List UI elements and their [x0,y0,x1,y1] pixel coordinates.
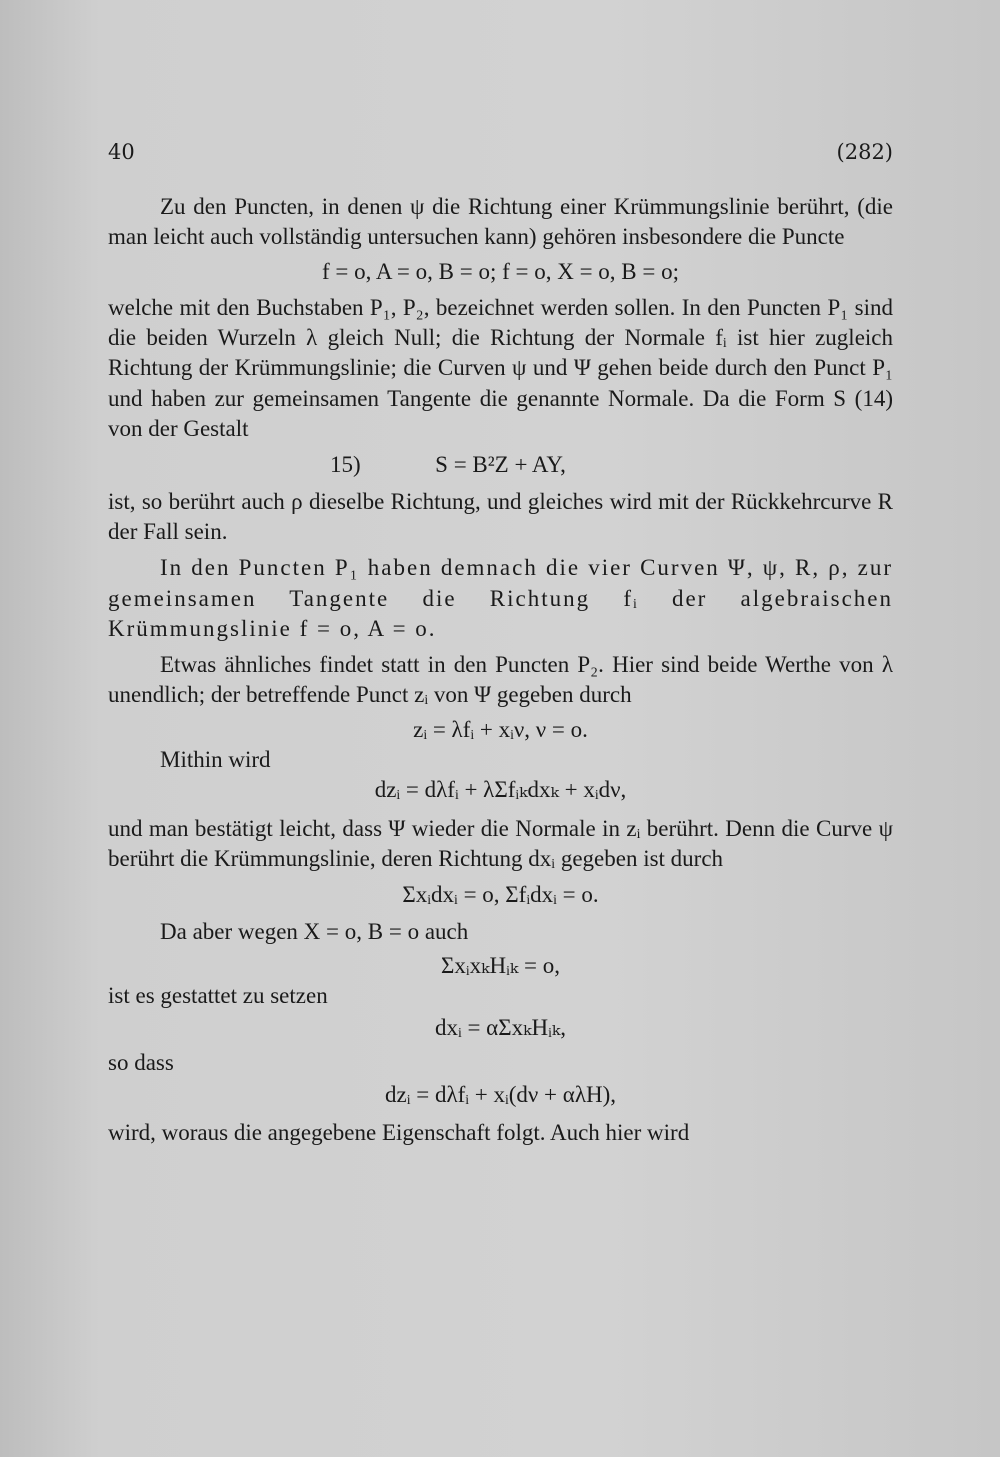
equation-4: dzᵢ = dλfᵢ + λΣfᵢₖdxₖ + xᵢdν, [374,777,627,803]
page-number-left: 40 [108,140,135,164]
paragraph-8: wird, woraus die angegebene Eigenschaft folgt. Auch hier wird [108,1120,690,1146]
page-number-right: (282) [836,140,893,164]
equation-1: f = o, A = o, B = o; f = o, X = o, B = o; [321,258,680,284]
equation-5: Σxᵢdxᵢ = o, Σfᵢdxᵢ = o. [402,882,599,908]
text-mithin-wird: Mithin wird [160,747,271,773]
equation-3: zᵢ = λfᵢ + xᵢν, ν = o. [413,716,588,742]
paragraph-1: Zu den Puncten, in denen ψ die Richtung einer Krümmungslinie berührt, (die man leicht auch vollständig untersuchen kann) gehören insbesondere die Puncte [108,194,893,250]
text-ist-es-gestattet: ist es gestattet zu setzen [108,983,328,1009]
paragraph-2: welche mit den Buchstaben P₁, P₂, bezeichnet werden sollen. In den Puncten P₁ sind die beiden Wurzeln λ gleich Null; die Richtung der Normale fᵢ ist hier zugleich Richtung der Krümmungslinie; die Curven ψ und Ψ gehen beide durch den Punct P₁ und haben zur gemeinsamen Tangente die genannte Normale. Da die Form S (14) von der Gestalt [108,294,893,442]
equation-15 [108,450,893,480]
page-body [108,192,893,1149]
paragraph-4: In den Puncten P₁ haben demnach die vier Curven Ψ, ψ, R, ρ, zur gemeinsamen Tangente die Richtung fᵢ der algebraischen Krümmungslinie f = o, A = o. [108,555,893,641]
paragraph-5: Etwas ähnliches findet statt in den Puncten P₂. Hier sind beide Werthe von λ unendlich; der betreffende Punct zᵢ von Ψ gegeben durch [108,652,893,708]
equation-number: 15) [330,452,361,478]
paragraph-7: Da aber wegen X = o, B = o auch [160,918,469,944]
equation-15-body: S = B²Z + AY, [435,452,566,478]
equation-8: dzᵢ = dλfᵢ + xᵢ(dν + αλH), [385,1082,616,1108]
equation-7: dxᵢ = αΣxₖHᵢₖ, [434,1015,567,1041]
equation-6: ΣxᵢxₖHᵢₖ = o, [440,952,561,978]
page-header [108,140,893,176]
paragraph-6: und man bestätigt leicht, dass Ψ wieder die Normale in zᵢ berührt. Denn die Curve ψ berührt die Krümmungslinie, deren Richtung dxᵢ gegeben ist durch [108,815,893,871]
text-so-dass: so dass [108,1049,174,1075]
paragraph-3: ist, so berührt auch ρ dieselbe Richtung, und gleiches wird mit der Rückkehrcurve R der Fall sein. [108,488,893,544]
